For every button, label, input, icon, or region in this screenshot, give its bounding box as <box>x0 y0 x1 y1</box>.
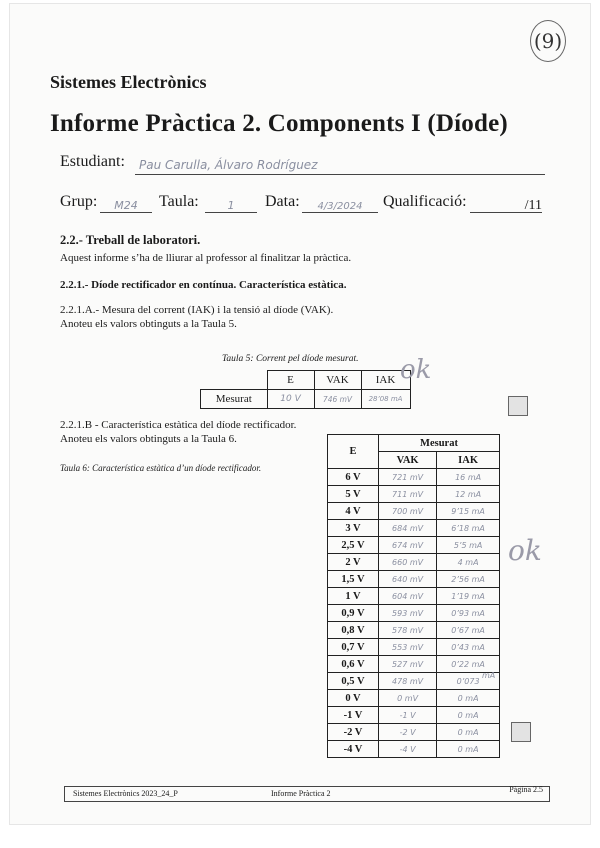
table6-iak-cell: 16 mA <box>437 469 500 486</box>
footer-left: Sistemes Electrònics 2023_24_P <box>73 789 178 798</box>
table6 <box>327 434 500 758</box>
table6-row <box>328 537 500 554</box>
table6-e-cell: 0 V <box>328 690 379 707</box>
table6-e-cell: 2,5 V <box>328 537 379 554</box>
section-note: Aquest informe s’ha de lliurar al professor al finalitzar la pràctica. <box>60 252 352 264</box>
table6-e-cell: 3 V <box>328 520 379 537</box>
table6-vak-cell: -4 V <box>379 741 437 758</box>
date-label: Data: <box>265 193 300 210</box>
table6-vak-cell: -2 V <box>379 724 437 741</box>
table6-row <box>328 571 500 588</box>
table6-e-cell: 6 V <box>328 469 379 486</box>
table6-iak-cell: 0 mA <box>437 724 500 741</box>
table5-corner <box>201 371 268 390</box>
table6-row <box>328 503 500 520</box>
table6-e-cell: 0,5 V <box>328 673 379 690</box>
table6-vak-cell: 721 mV <box>379 469 437 486</box>
table6-row <box>328 469 500 486</box>
table6-iak-cell: 0 mA <box>437 741 500 758</box>
table5-check-mark: ok <box>400 355 432 385</box>
table-number-field <box>205 196 257 213</box>
table6-row <box>328 605 500 622</box>
subsection-heading: 2.2.1.- Díode rectificador en contínua. Característica estàtica. <box>60 279 347 291</box>
student-field <box>135 156 545 175</box>
table5-row-label: Mesurat <box>201 390 268 409</box>
task-a-line2: Anoteu els valors obtinguts a la Taula 5. <box>60 318 237 330</box>
table6-vak-cell: 553 mV <box>379 639 437 656</box>
table6-caption: Taula 6: Característica estàtica d’un díode rectificador. <box>60 463 262 473</box>
table6-iak-cell: 5’5 mA <box>437 537 500 554</box>
table6-iak-cell: 1’19 mA <box>437 588 500 605</box>
table6-e-cell: 0,6 V <box>328 656 379 673</box>
table6-header-row-1 <box>328 435 500 452</box>
table6-margin-unit: mA <box>482 671 496 680</box>
footer-center: Informe Pràctica 2 <box>271 789 331 798</box>
table6-vak-cell: 0 mV <box>379 690 437 707</box>
table6-row <box>328 690 500 707</box>
table-number-label: Taula: <box>159 193 199 210</box>
footer-right: Pàgina 2.5 <box>509 785 543 794</box>
date-value: 4/3/2024 <box>317 201 363 212</box>
table6-row <box>328 622 500 639</box>
table6-e-cell: 0,7 V <box>328 639 379 656</box>
course-name: Sistemes Electrònics <box>50 72 207 92</box>
table6-vak-cell: 604 mV <box>379 588 437 605</box>
date-field <box>302 196 378 213</box>
student-value: Pau Carulla, Álvaro Rodríguez <box>139 158 318 172</box>
table6-vak-cell: 660 mV <box>379 554 437 571</box>
table5-e-value: 10 V <box>267 390 314 409</box>
grade-value: /11 <box>524 198 542 213</box>
table6-row <box>328 656 500 673</box>
table6-iak-cell: 0’22 mA <box>437 656 500 673</box>
task-b-line1: 2.2.1.B - Característica estàtica del díode rectificador. <box>60 419 297 431</box>
table6-vak-cell: 674 mV <box>379 537 437 554</box>
group-value: M24 <box>114 199 138 212</box>
page-number-handwritten: (9) <box>530 20 566 62</box>
table6-header-e: E <box>328 435 379 469</box>
table6-vak-cell: 478 mV <box>379 673 437 690</box>
table6-row <box>328 639 500 656</box>
page-title: Informe Pràctica 2. Components I (Díode) <box>50 110 508 137</box>
task-a-line1: 2.2.1.A.- Mesura del corrent (IAK) i la tensió al díode (VAK). <box>60 304 334 316</box>
table6-e-cell: 1 V <box>328 588 379 605</box>
page-footer <box>64 786 550 802</box>
table6-row <box>328 673 500 690</box>
table6-vak-cell: 700 mV <box>379 503 437 520</box>
section-heading: 2.2.- Treball de laboratori. <box>60 233 201 247</box>
task-b-line2: Anoteu els valors obtinguts a la Taula 6. <box>60 433 237 445</box>
table6-vak-cell: 593 mV <box>379 605 437 622</box>
table6-e-cell: 1,5 V <box>328 571 379 588</box>
table6-header-vak: VAK <box>379 452 437 469</box>
table6-check-mark: ok <box>508 534 542 567</box>
table6-iak-cell: 0 mA <box>437 690 500 707</box>
table6-e-cell: 4 V <box>328 503 379 520</box>
table6-header-iak: IAK <box>437 452 500 469</box>
table6-row <box>328 554 500 571</box>
table6-iak-cell: 2’56 mA <box>437 571 500 588</box>
table6-iak-cell: 0’67 mA <box>437 622 500 639</box>
table6-e-cell: 0,8 V <box>328 622 379 639</box>
table6-iak-cell: 9’15 mA <box>437 503 500 520</box>
table5-header-row <box>201 371 411 390</box>
table6-e-cell: -1 V <box>328 707 379 724</box>
grade-field <box>470 196 542 213</box>
table5-header-vak: VAK <box>314 371 361 390</box>
table6-iak-cell: 0’073 <box>437 673 500 690</box>
table6-iak-cell: 6’18 mA <box>437 520 500 537</box>
table6-row <box>328 486 500 503</box>
grade-box-b <box>511 722 531 742</box>
table6-vak-cell: 527 mV <box>379 656 437 673</box>
table6-iak-cell: 4 mA <box>437 554 500 571</box>
group-label: Grup: <box>60 193 98 210</box>
table6-vak-cell: 684 mV <box>379 520 437 537</box>
table6-iak-cell: 0’43 mA <box>437 639 500 656</box>
table5-header-e: E <box>267 371 314 390</box>
table5-iak-value: 28’08 mA <box>361 390 410 409</box>
table6-e-cell: 0,9 V <box>328 605 379 622</box>
table6-row <box>328 707 500 724</box>
table6-row <box>328 520 500 537</box>
table6-row <box>328 588 500 605</box>
group-field <box>100 196 152 213</box>
table6-e-cell: 2 V <box>328 554 379 571</box>
table6-e-cell: -2 V <box>328 724 379 741</box>
table6-row <box>328 724 500 741</box>
table6-body <box>328 469 500 758</box>
table5-caption: Taula 5: Corrent pel díode mesurat. <box>222 354 359 364</box>
table6-e-cell: 5 V <box>328 486 379 503</box>
table5 <box>200 370 411 409</box>
grade-box-a <box>508 396 528 416</box>
table6-row <box>328 741 500 758</box>
student-label: Estudiant: <box>60 153 125 170</box>
table6-e-cell: -4 V <box>328 741 379 758</box>
grade-label: Qualificació: <box>383 193 467 210</box>
table-number-value: 1 <box>227 199 235 212</box>
table6-header-group: Mesurat <box>379 435 500 452</box>
table6-iak-cell: 12 mA <box>437 486 500 503</box>
table5-row <box>201 390 411 409</box>
table6-vak-cell: 578 mV <box>379 622 437 639</box>
table5-header-iak: IAK <box>361 371 410 390</box>
table6-iak-cell: 0 mA <box>437 707 500 724</box>
table6-vak-cell: 640 mV <box>379 571 437 588</box>
table6-vak-cell: -1 V <box>379 707 437 724</box>
table6-iak-cell: 0’93 mA <box>437 605 500 622</box>
table5-vak-value: 746 mV <box>314 390 361 409</box>
table6-vak-cell: 711 mV <box>379 486 437 503</box>
